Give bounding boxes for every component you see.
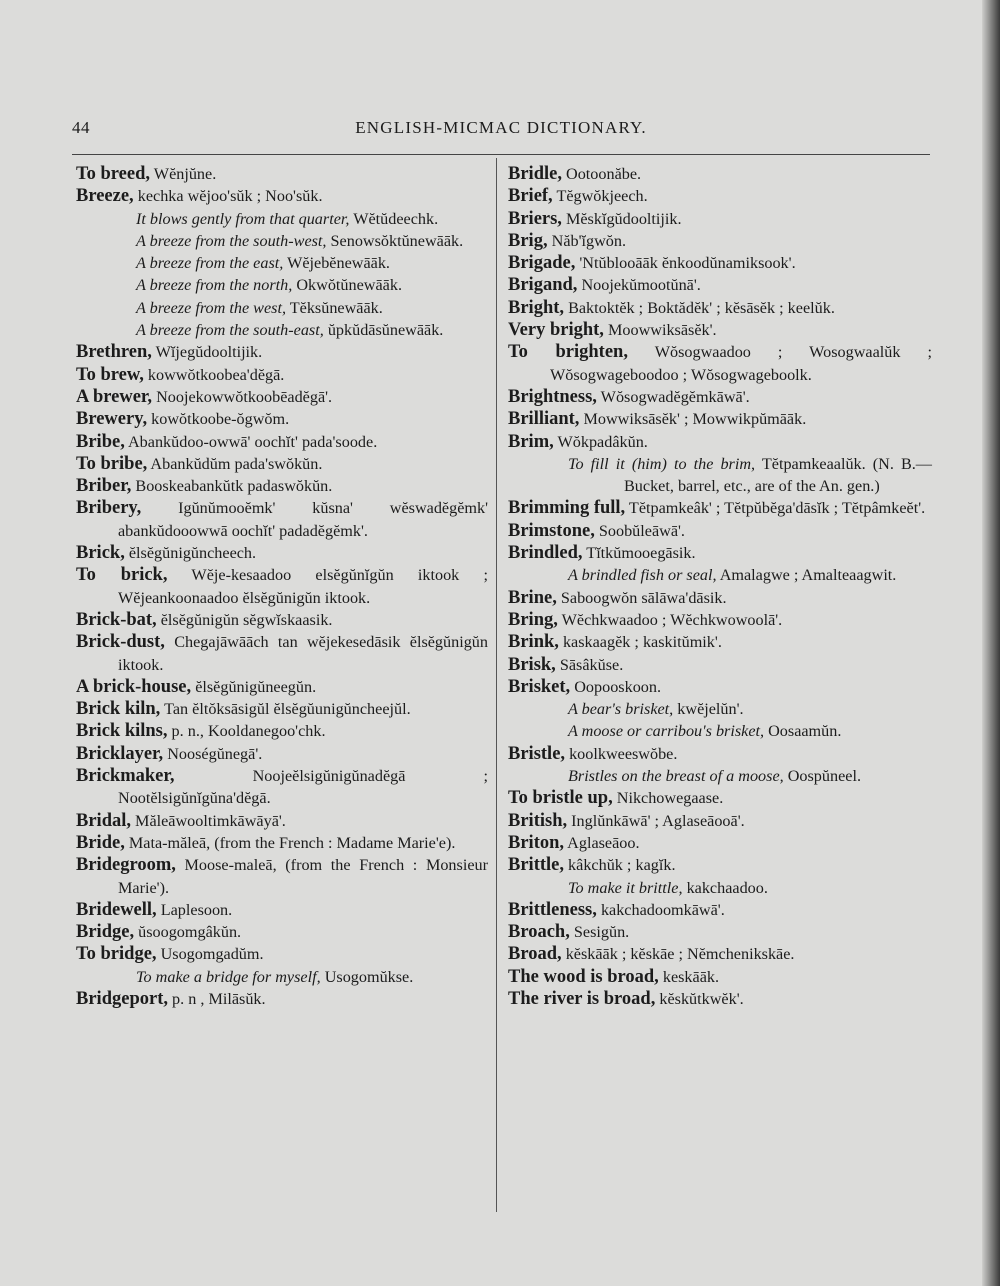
headword: A brewer,	[76, 386, 153, 407]
dictionary-entry	[508, 497, 932, 519]
definition: Abankŭdŭm pada'swŏkŭn.	[147, 454, 323, 473]
sub-entry	[76, 319, 488, 341]
dictionary-entry	[76, 921, 488, 943]
dictionary-entry	[508, 208, 932, 230]
definition: p. n , Milāsŭk.	[167, 989, 266, 1008]
dictionary-entry	[508, 609, 932, 631]
translation: ŭpkŭdāsŭnewāāk.	[323, 321, 444, 340]
headword: Brigand,	[508, 275, 578, 296]
headword: Brittle,	[508, 855, 564, 876]
definition: kaskaagĕk ; kaskitŭmik'.	[558, 633, 722, 652]
definition: 'Ntŭblooāāk ĕnkoodŭnamiksook'.	[575, 254, 796, 273]
dictionary-entry	[76, 564, 488, 609]
dictionary-entry	[76, 810, 488, 832]
dictionary-entry	[76, 386, 488, 408]
dictionary-entry	[508, 542, 932, 564]
definition: Baktoktĕk ; Boktădĕk' ; kĕsāsĕk ; keelŭk.	[564, 298, 835, 317]
headword: Brine,	[508, 587, 557, 608]
definition: Nooségŭnegā'.	[163, 744, 263, 763]
dictionary-entry	[508, 274, 932, 296]
definition: koolkweeswŏbe.	[565, 744, 678, 763]
translation: Oosaamŭn.	[764, 722, 842, 741]
headword: Bribery,	[76, 498, 142, 519]
definition: Oopooskoon.	[570, 677, 662, 696]
sub-entry	[76, 274, 488, 296]
headword: Brickmaker,	[76, 766, 175, 787]
headword: Brimstone,	[508, 520, 595, 541]
definition: kĕskāāk ; kĕskāe ; Nĕmchenikskāe.	[561, 945, 795, 964]
translation: Wĕjebĕnewāāk.	[283, 254, 390, 273]
dictionary-entry	[508, 252, 932, 274]
translation: kwĕjelŭn'.	[673, 700, 744, 719]
headword: Brindled,	[508, 543, 583, 564]
dictionary-entry	[508, 431, 932, 453]
headword: To brew,	[76, 364, 144, 385]
definition: Booskeabankŭtk padaswŏkŭn.	[131, 477, 333, 496]
dictionary-entry	[76, 854, 488, 899]
sub-entry	[76, 230, 488, 252]
headword: Brick kilns,	[76, 721, 168, 742]
definition: Năb'ĭgwŏn.	[547, 231, 627, 250]
translation: Amalagwe ; Amalteaagwit.	[716, 566, 897, 585]
sub-entry	[508, 720, 932, 742]
dictionary-entry	[508, 587, 932, 609]
headword: Bridle,	[508, 164, 562, 184]
dictionary-entry	[76, 408, 488, 430]
headword: Brittleness,	[508, 899, 597, 920]
headword: Brink,	[508, 632, 559, 653]
definition: Wĕje-kesaadoo elsĕgŭnĭgŭn iktook ; Wĕjeankoonaadoo ĕlsĕgŭnigŭn iktook.	[118, 566, 489, 607]
dictionary-entry	[508, 854, 932, 876]
headword: Briton,	[508, 832, 565, 853]
definition: Wĕchkwaadoo ; Wĕchkwowoolā'.	[557, 610, 783, 629]
definition: Tĕtpamkeâk' ; Tĕtpŭbĕga'dāsĭk ; Tĕtpâmkeĕt'.	[625, 499, 926, 518]
dictionary-entry	[508, 631, 932, 653]
definition: ĕlsĕgŭnigŭn sĕgwĭskaasik.	[156, 610, 333, 629]
dictionary-entry	[508, 408, 932, 430]
definition: Moose-maleā, (from the French : Monsieur Marie').	[118, 856, 488, 897]
translation: Senowsŏktŭnewāāk.	[326, 231, 464, 250]
right-column	[508, 163, 932, 1010]
definition: Noojeĕlsigŭnigŭnadĕgā ; Nootĕlsigŭnĭgŭna'dĕgā.	[118, 767, 488, 808]
dictionary-entry	[76, 497, 488, 542]
definition: Moowwiksāsĕk'.	[603, 321, 717, 340]
definition: Aglaseāoo.	[564, 833, 640, 852]
dictionary-entry	[508, 163, 932, 185]
definition: Chegajāwāāch tan wĕjekesedāsik ĕlsĕgŭnigŭn iktook.	[118, 633, 488, 674]
dictionary-entry	[508, 899, 932, 921]
translation: Usogomŭkse.	[320, 967, 414, 986]
definition: Wĭjegŭdooltijik.	[151, 343, 263, 362]
headword: The river is broad,	[508, 988, 656, 1009]
translation: Okwŏtŭnewāāk.	[292, 276, 402, 295]
dictionary-entry	[76, 475, 488, 497]
dictionary-entry	[508, 943, 932, 965]
definition: Wŏsogwadĕgĕmkāwā'.	[596, 387, 750, 406]
headword: Brigade,	[508, 253, 576, 274]
headword: Brisket,	[508, 676, 571, 697]
dictionary-entry	[508, 297, 932, 319]
headword: Bridge,	[76, 922, 135, 943]
sub-entry	[76, 297, 488, 319]
definition: kowŏtkoobe-ŏgwŏm.	[147, 410, 290, 429]
headword: Bridal,	[76, 810, 131, 831]
headword: Brimming full,	[508, 498, 626, 519]
phrase: A moose or carribou's brisket,	[568, 722, 765, 741]
headword: Breeze,	[76, 186, 134, 207]
headword: Briber,	[76, 476, 132, 497]
headword: Bring,	[508, 609, 558, 630]
headword: Bribe,	[76, 431, 125, 452]
headword: Brick,	[76, 543, 125, 564]
definition: Sāsâkŭse.	[555, 655, 624, 674]
definition: Wŏkpadâkŭn.	[553, 432, 648, 451]
dictionary-entry	[76, 743, 488, 765]
dictionary-entry	[508, 832, 932, 854]
sub-entry	[508, 564, 932, 586]
dictionary-entry	[76, 341, 488, 363]
phrase: A breeze from the south-east,	[136, 321, 324, 340]
definition: kechka wĕjoo'sŭk ; Noo'sŭk.	[133, 187, 323, 206]
phrase: Bristles on the breast of a moose,	[568, 767, 784, 786]
definition: Usogomgadŭm.	[156, 945, 264, 964]
translation: kakchaadoo.	[682, 878, 768, 897]
headword: British,	[508, 810, 568, 831]
sub-entry	[76, 208, 488, 230]
dictionary-entry	[508, 654, 932, 676]
headword: Brief,	[508, 186, 553, 207]
dictionary-entry	[508, 988, 932, 1010]
definition: Inglŭnkāwā' ; Aglaseāooā'.	[567, 811, 745, 830]
definition: Wŏsogwaadoo ; Wosogwaalŭk ; Wŏsogwageboodoo ; Wŏsogwageboolk.	[550, 343, 932, 384]
headword: To bribe,	[76, 453, 148, 474]
headword: Brig,	[508, 230, 548, 251]
definition: keskāāk.	[658, 967, 720, 986]
definition: Tĕgwŏkjeech.	[552, 187, 648, 206]
dictionary-entry	[76, 832, 488, 854]
dictionary-entry	[76, 542, 488, 564]
headword: Brick kiln,	[76, 699, 161, 720]
phrase: It blows gently from that quarter,	[136, 209, 350, 228]
headword: Brisk,	[508, 654, 556, 675]
phrase: To make a bridge for myself,	[136, 967, 321, 986]
headword: Briers,	[508, 208, 562, 229]
phrase: To make it brittle,	[568, 878, 683, 897]
definition: Mowwiksāsĕk' ; Mowwikpŭmāāk.	[579, 410, 807, 429]
headword: Brewery,	[76, 409, 148, 430]
dictionary-entry	[508, 743, 932, 765]
dictionary-entry	[76, 163, 488, 185]
definition: Mĕskĭgŭdooltijik.	[561, 209, 682, 228]
left-column	[76, 163, 488, 1010]
definition: p. n., Kooldanegoo'chk.	[167, 722, 326, 741]
dictionary-entry	[76, 943, 488, 965]
definition: Mata-măleā, (from the French : Madame Marie'e).	[124, 833, 456, 852]
definition: Igŭnŭmooĕmk' kŭsna' wĕswadĕgĕmk' abankŭdooowwā oochĭt' padadĕgĕmk'.	[118, 499, 488, 540]
dictionary-entry	[76, 609, 488, 631]
headword: Bristle,	[508, 743, 566, 764]
definition: kĕskŭtkwĕk'.	[655, 989, 744, 1008]
headword: Brick-bat,	[76, 609, 157, 630]
dictionary-entry	[76, 453, 488, 475]
definition: Abankŭdoo-owwā' oochĭt' pada'soode.	[124, 432, 378, 451]
dictionary-entry	[508, 787, 932, 809]
definition: Măleāwooltimkāwāyā'.	[131, 811, 286, 830]
dictionary-entry	[76, 631, 488, 676]
definition: Sesigŭn.	[569, 923, 630, 942]
dictionary-entry	[76, 765, 488, 810]
definition: kowwŏtkoobea'dĕgā.	[143, 365, 285, 384]
definition: ĕlsĕgŭnigŭncheech.	[124, 544, 257, 563]
dictionary-entry	[508, 341, 932, 386]
headword: Brick-dust,	[76, 632, 165, 653]
translation: Tĕtpamkeaalŭk. (N. B.—Bucket, barrel, etc., are of the An. gen.)	[624, 454, 932, 496]
headword: Broad,	[508, 944, 562, 965]
sub-entry	[76, 966, 488, 988]
definition: Noojekŭmootŭnā'.	[577, 276, 701, 295]
definition: Wĕnjŭne.	[150, 165, 217, 183]
dictionary-entry	[508, 319, 932, 341]
sub-entry	[508, 453, 932, 498]
sub-entry	[76, 252, 488, 274]
headword: Broach,	[508, 922, 570, 943]
dictionary-entry	[76, 698, 488, 720]
definition: ŭsoogomgâkŭn.	[134, 923, 242, 942]
dictionary-entry	[508, 921, 932, 943]
definition: Tan ĕltŏksāsigŭl ĕlsĕgŭunigŭncheejŭl.	[160, 700, 411, 719]
phrase: A breeze from the east,	[136, 254, 284, 273]
headword: To bristle up,	[508, 788, 613, 809]
definition: kâkchŭk ; kagĭk.	[564, 856, 676, 875]
translation: Wĕtŭdeechk.	[349, 209, 439, 228]
translation: Tĕksŭnewāāk.	[286, 298, 383, 317]
definition: Saboogwŏn sālāwa'dāsik.	[556, 588, 727, 607]
headword: Bride,	[76, 832, 125, 853]
phrase: A breeze from the west,	[136, 298, 287, 317]
phrase: A brindled fish or seal,	[568, 566, 717, 585]
headword: Brethren,	[76, 342, 152, 363]
dictionary-entry	[508, 386, 932, 408]
headword: To brick,	[76, 565, 168, 586]
dictionary-entry	[508, 520, 932, 542]
headword: To breed,	[76, 164, 151, 184]
dictionary-entry	[508, 185, 932, 207]
sub-entry	[508, 698, 932, 720]
headword: Brightness,	[508, 386, 597, 407]
running-title: ENGLISH-MICMAC DICTIONARY.	[355, 118, 647, 137]
dictionary-entry	[76, 185, 488, 207]
translation: Oospŭneel.	[783, 767, 861, 786]
headword: Brim,	[508, 431, 554, 452]
definition: Noojekowwŏtkoobēadĕgā'.	[152, 387, 333, 406]
headword: The wood is broad,	[508, 966, 659, 987]
sub-entry	[508, 877, 932, 899]
dictionary-entry	[76, 431, 488, 453]
dictionary-entry	[76, 364, 488, 386]
dictionary-entry	[508, 810, 932, 832]
dictionary-entry	[508, 966, 932, 988]
definition: ĕlsĕgŭnigŭneegŭn.	[191, 677, 317, 696]
definition: Soobŭleāwā'.	[594, 521, 685, 540]
headword: Bricklayer,	[76, 743, 164, 764]
headword: Bridewell,	[76, 899, 157, 920]
header-rule	[72, 154, 930, 155]
headword: Bridegroom,	[76, 855, 176, 876]
phrase: A breeze from the north,	[136, 276, 293, 295]
definition: kakchadoomkāwā'.	[596, 900, 725, 919]
phrase: To fill it (him) to the brim,	[568, 454, 756, 473]
definition: Ootoonăbe.	[561, 165, 642, 183]
dictionary-entry	[76, 676, 488, 698]
sub-entry	[508, 765, 932, 787]
headword: To bridge,	[76, 944, 157, 965]
headword: Very bright,	[508, 320, 604, 341]
headword: Bright,	[508, 297, 565, 318]
phrase: A breeze from the south-west,	[136, 231, 327, 250]
dictionary-entry	[76, 988, 488, 1010]
definition: Nikchowegaase.	[612, 789, 724, 808]
column-divider	[496, 158, 497, 1212]
dictionary-entry	[76, 899, 488, 921]
dictionary-entry	[508, 676, 932, 698]
definition: Laplesoon.	[156, 900, 233, 919]
dictionary-entry	[508, 230, 932, 252]
page-edge-shadow	[982, 0, 1000, 1286]
headword: Brilliant,	[508, 409, 580, 430]
phrase: A bear's brisket,	[568, 700, 674, 719]
dictionary-entry	[76, 720, 488, 742]
headword: To brighten,	[508, 342, 628, 363]
page-number: 44	[72, 118, 90, 137]
headword: A brick-house,	[76, 676, 192, 697]
definition: Tĭtkŭmooegāsik.	[582, 544, 696, 563]
headword: Bridgeport,	[76, 988, 168, 1009]
